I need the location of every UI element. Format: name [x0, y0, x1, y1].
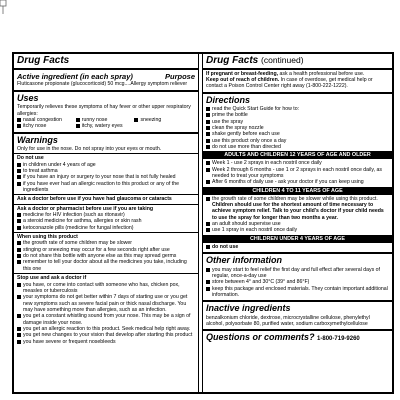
list-item: remember to tell your doctor about all the medicines you take, including this one [14, 259, 198, 272]
other-information-heading: Other information [203, 252, 392, 266]
directions-heading: Directions [203, 92, 392, 106]
ask-doctor-glaucoma: Ask a doctor before use if you have had glaucoma or cataracts [17, 196, 172, 203]
bullet-icon [206, 107, 210, 111]
bullet-icon [206, 228, 210, 232]
questions-row [203, 329, 392, 343]
bullet-icon [17, 124, 21, 128]
list-item: you get new changes to your vision that develop after starting this product [14, 332, 198, 338]
warnings-intro: Only for use in the nose. Do not spray into your eyes or mouth. [17, 145, 162, 152]
list-item: you have, or come into contact with someone who has, chicken pox, measles or tuberculosis [14, 282, 198, 295]
list-item: do not use more than directed [203, 144, 392, 150]
list-item: stinging or sneezing may occur for a few seconds right after use [14, 247, 198, 253]
list-item: you get a constant whistling sound from your nose. This may be a sign of damage inside your nose. [14, 313, 198, 326]
purpose-heading: Purpose [164, 71, 195, 81]
corner-tab-icon [0, 0, 10, 14]
do-not-use-heading: Do not use [17, 155, 44, 162]
bullet-icon [17, 163, 21, 167]
list-item: shake gently before each use [203, 131, 392, 137]
pregnancy-warning: If pregnant or breast-feeding, ask a health professional before use. [206, 70, 365, 77]
bullet-icon [17, 260, 21, 264]
bullet-icon [206, 145, 210, 149]
bullet-icon [17, 175, 21, 179]
bullet-icon [206, 268, 210, 272]
list-item: sneezing [134, 117, 193, 123]
bullet-icon [206, 287, 210, 291]
ask-pharmacist-heading: Ask a doctor or pharmacist before use if you are taking [17, 205, 154, 212]
list-item: Week 2 through 6 months - use 1 or 2 sprays in each nostril once daily, as needed to treat your symptoms [203, 167, 392, 180]
bullet-icon [76, 124, 80, 128]
bullet-icon [206, 197, 210, 201]
list-item: you have severe or frequent nosebleeds [14, 339, 198, 345]
list-item: use the spray [203, 119, 392, 125]
band-under-4: CHILDREN UNDER 4 YEARS OF AGE [203, 235, 392, 243]
bullet-icon [17, 254, 21, 258]
list-item: in children under 4 years of age [14, 162, 198, 168]
active-ingredient-heading: Active ingredient (in each spray) [17, 71, 133, 81]
drug-facts-label [12, 52, 394, 394]
list-item: nasal congestion [17, 117, 76, 123]
list-item: a steroid medicine for asthma, allergies or skin rash [14, 218, 198, 224]
bullet-icon [17, 118, 21, 122]
bullet-icon [206, 139, 210, 143]
bullet-icon [76, 118, 80, 122]
active-ingredient-line: Fluticasone propionate (glucocorticoid) 50 mcg....Allergy symptom reliever [17, 81, 188, 88]
stop-use-heading: Stop use and ask a doctor if [17, 275, 87, 282]
bullet-icon [17, 295, 21, 299]
bullet-icon [206, 120, 210, 124]
bullet-icon [17, 333, 21, 337]
bullet-icon [206, 222, 210, 226]
inactive-ingredients-heading: Inactive ingredients [203, 300, 392, 314]
bullet-icon [206, 126, 210, 130]
bullet-icon [17, 182, 21, 186]
bullet-icon [206, 180, 210, 184]
list-item: prime the bottle [203, 112, 392, 118]
warnings-heading: Warnings [14, 132, 198, 146]
bullet-icon [17, 327, 21, 331]
list-item: ketoconazole pills (medicine for fungal infection) [14, 225, 198, 231]
list-item: Week 1 - use 2 sprays in each nostril once daily [203, 160, 392, 166]
list-item: do not use [203, 244, 392, 250]
left-column [14, 54, 199, 392]
band-children-4-11: CHILDREN 4 TO 11 YEARS OF AGE [203, 187, 392, 195]
list-item: use this product only once a day [203, 138, 392, 144]
band-adults: ADULTS AND CHILDREN 12 YEARS OF AGE AND OLDER [203, 151, 392, 159]
list-item: clean the spray nozzle [203, 125, 392, 131]
list-item: do not share this bottle with anyone else as this may spread germs [14, 253, 198, 259]
bullet-icon [17, 213, 21, 217]
list-item: itchy, watery eyes [76, 123, 193, 129]
bullet-icon [17, 283, 21, 287]
list-item: you may start to feel relief the first day and full effect after several days of regular, once-a-day use [203, 267, 392, 280]
questions-phone: 1-800-719-9260 [317, 336, 360, 343]
list-item: runny nose [76, 117, 135, 123]
list-item: After 6 months of daily use - ask your doctor if you can keep using [203, 179, 392, 185]
list-item: itchy nose [17, 123, 76, 129]
bullet-icon [17, 248, 21, 252]
list-item: an adult should supervise use [203, 221, 392, 227]
keep-out-of-reach: Keep out of reach of children. In case of overdose, get medical help or contact a Poison Control Center right away (1-800-222-1222). [206, 76, 373, 90]
bullet-icon [17, 241, 21, 245]
bullet-icon [206, 161, 210, 165]
list-item: if you have an injury or surgery to your nose that is not fully healed [14, 174, 198, 180]
when-using-heading: When using this product [17, 234, 78, 241]
uses-text: Temporarily relieves these symptoms of hay fever or other upper respiratory allergies: [17, 104, 191, 117]
list-item: store between 4° and 30°C (39° and 86°F) [203, 279, 392, 285]
drug-facts-title: Drug Facts [14, 54, 198, 70]
drug-facts-continued-title: Drug Facts (continued) [203, 54, 392, 70]
right-column [202, 54, 392, 392]
bullet-icon [206, 245, 210, 249]
bullet-icon [134, 118, 138, 122]
bullet-icon [17, 169, 21, 173]
uses-list [14, 117, 198, 130]
bullet-icon [17, 314, 21, 318]
bullet-icon [17, 219, 21, 223]
list-item: read the Quick Start Guide for how to: [203, 106, 392, 112]
list-item: medicine for HIV infection (such as ritonavir) [14, 212, 198, 218]
list-item: use 1 spray in each nostril once daily [203, 227, 392, 233]
inactive-ingredients-text: benzalkonium chloride, dextrose, microcrystalline cellulose, phenylethyl alcohol, polysorbate 80, purified water, sodium carboxymethylcellulose [206, 314, 370, 328]
bullet-icon [206, 280, 210, 284]
bullet-icon [206, 113, 210, 117]
active-ingredient-header [14, 70, 198, 82]
questions-heading: Questions or comments? [206, 332, 315, 343]
list-item: if you have ever had an allergic reaction to this product or any of the ingredients [14, 181, 198, 194]
list-item: the growth rate of some children may be slower [14, 240, 198, 246]
list-item: keep this package and enclosed materials. They contain important additional information. [203, 286, 392, 299]
list-item: your symptoms do not get better within 7 days of starting use or you get new symptoms such as severe facial pain or thick nasal discharge. You may have something more than allergies, such as an infection. [14, 294, 198, 313]
bullet-icon [206, 132, 210, 136]
list-item: you get an allergic reaction to this product. Seek medical help right away. [14, 326, 198, 332]
uses-heading: Uses [14, 90, 198, 104]
bullet-icon [17, 226, 21, 230]
list-item: the growth rate of some children may be slower while using this product. Children should use for the shortest amount of time necessary to achieve symptom relief. Talk to your child's doctor if your child needs to use the spray for longer than two months a year. [203, 196, 392, 221]
bullet-icon [206, 168, 210, 172]
bullet-icon [17, 340, 21, 344]
list-item: to treat asthma [14, 168, 198, 174]
